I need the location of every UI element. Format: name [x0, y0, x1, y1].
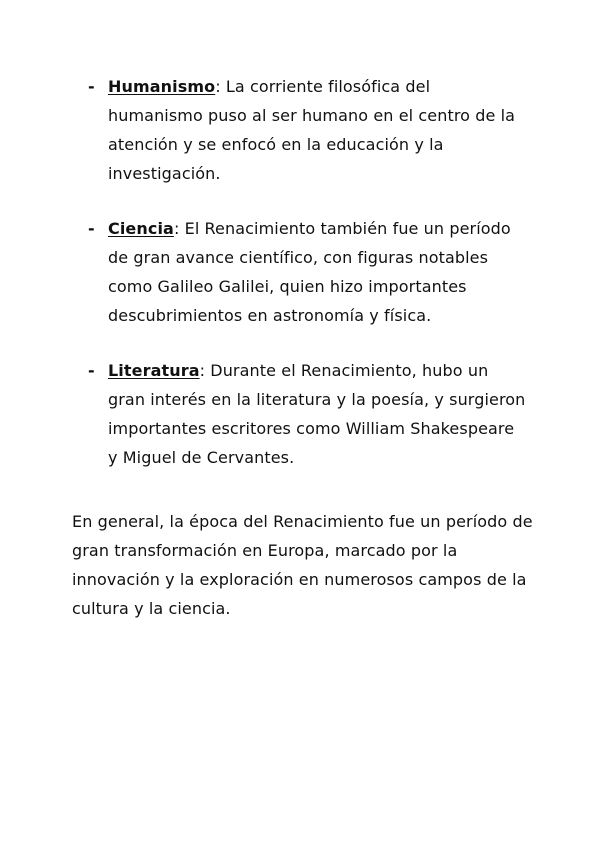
bullet-dash: - — [88, 219, 95, 238]
conclusion-paragraph: En general, la época del Renacimiento fue un período de gran transformación en Europa, marcado por la innovación y la exploración en numerosos campos de la cultura y la ciencia. — [72, 512, 533, 618]
bullet-dash: - — [88, 77, 95, 96]
bullet-dash: - — [88, 361, 95, 380]
bullet-list — [88, 72, 528, 498]
bullet-text-literatura: : Durante el Renacimiento, hubo un gran interés en la literatura y la poesía, y surgieron importantes escritores como William Shakespeare y Miguel de Cervantes. — [108, 361, 526, 467]
bullet-term-literatura: Literatura — [108, 361, 200, 380]
bullet-item-ciencia — [88, 214, 528, 330]
bullet-item-literatura — [88, 356, 528, 472]
bullet-term-humanismo: Humanismo — [108, 77, 216, 96]
bullet-text-ciencia: : El Renacimiento también fue un período de gran avance científico, con figuras notables como Galileo Galilei, quien hizo importantes descubrimientos en astronomía y física. — [108, 219, 511, 325]
bullet-item-humanismo — [88, 72, 528, 188]
bullet-text-humanismo: : La corriente filosófica del humanismo puso al ser humano en el centro de la atención y se enfocó en la educación y la investigación. — [108, 77, 516, 183]
bullet-term-ciencia: Ciencia — [108, 219, 174, 238]
